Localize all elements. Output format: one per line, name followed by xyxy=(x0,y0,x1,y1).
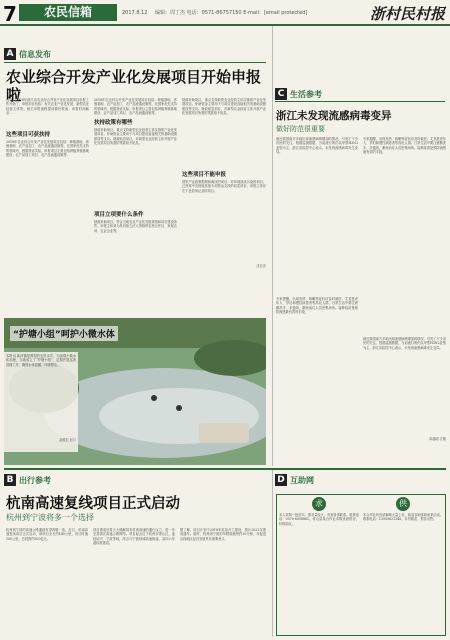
article-subtitle: 杭州到宁波将多一个选择 xyxy=(6,513,94,522)
section-head-c xyxy=(275,88,322,100)
article-column xyxy=(276,137,358,462)
article-subtitle: 做好防范很重要 xyxy=(276,125,325,133)
classified-supply xyxy=(363,497,443,633)
section-letter: B xyxy=(4,474,16,486)
classified-text: 本合作社有优质葡萄大量上市，欢迎各地客商前来洽谈。联系电话：13955621345。另有桃苗、梨苗出售。 xyxy=(363,513,443,522)
article-body: 最近我国南方多地出现流感病例增加的情况，引发了不少市民的关注。根据监测数据，当前流行的仍以甲型H3N2亚型为主，浙江省疾控中心表示，未发现流感病毒发生变异。 xyxy=(363,337,446,350)
section-name: 信息发布 xyxy=(19,49,51,59)
subhead: 扶持政策有哪些 xyxy=(94,120,133,126)
section-name: 生活参考 xyxy=(290,89,322,99)
article-column xyxy=(6,528,88,636)
subhead: 这些项目可获扶持 xyxy=(6,132,51,138)
article-column-2 xyxy=(94,98,177,333)
article-body: 财政补助项目，符合当地农业产业化发展规划和项目建设条件。申报主体须为具有独立法人资格的农民合作社、家庭农场、农业企业等。 xyxy=(94,220,177,233)
column-divider xyxy=(272,26,273,466)
classifieds-box xyxy=(276,494,446,636)
divider xyxy=(4,62,266,63)
supply-badge: 供 xyxy=(396,497,410,511)
section-name: 出行参考 xyxy=(19,475,51,485)
article-column xyxy=(93,528,175,636)
article-body: 专家提醒，出现发热、咳嗽等症状应及时就医，尤其是老年人、孕妇和慢性病患者等高危人群。日常生活中要注意勤洗手、多通风，避免前往人员密集场所。接种疫苗是预防流感最有效的手段。 xyxy=(276,297,358,315)
wanted-badge: 求 xyxy=(312,497,326,511)
section-name: 互助网 xyxy=(290,475,314,485)
section-letter: D xyxy=(275,474,287,486)
divider xyxy=(275,101,445,102)
article-body: 杭州到宁波的高速公路通道有望再增一条。近日，杭南高速复线项目正式启动，该项目全长约145公里，设计时速100公里，总投资约300亿元。 xyxy=(6,528,88,541)
article-column-1 xyxy=(6,98,89,333)
photo-caption-text: 本报讯 新河镇是典型的农村水乡，为加强小微水体治理，当地成立了“护塘小组”，定期开展巡查清理工作，确保水体清澈、环境整洁。 xyxy=(6,354,76,367)
article-title: 浙江未发现流感病毒变异 xyxy=(276,110,392,122)
page-number: 7 xyxy=(3,2,17,26)
article-body: 财政补助项目，重点支持新型农业经营主体实施的产业化发展项目。补助资金主要用于与项目建设直接相关的基础设施建设等支出。财政贴息项目，对新型农业经营主体开展产业化发展项目所需的贷款给予贴息。 xyxy=(94,128,177,146)
section-banner: 农民信箱 xyxy=(19,4,117,21)
article-column-3 xyxy=(182,98,266,333)
editor-line: 编辑：周丁杰 电话：0571-86757150 E-mail：[email protected] xyxy=(155,10,308,16)
photo-caption xyxy=(4,352,78,452)
divider xyxy=(4,468,446,470)
article-body: 最近我国南方多地出现流感病例增加的情况，引发了不少市民的关注。根据监测数据，当前流行的仍以甲型H3N2亚型为主，浙江省疾控中心表示，未发现流感病毒发生变异。 xyxy=(276,137,358,155)
article-author: 沈宏办 xyxy=(256,264,266,268)
photo-credit: 金振宏 赵月 xyxy=(59,438,76,442)
subhead: 这些项目不能申报 xyxy=(182,172,227,178)
article-body: 专家提醒，出现发热、咳嗽等症状应及时就医，尤其是老年人、孕妇和慢性病患者等高危人群。日常生活中要注意勤洗手、多通风，避免前往人员密集场所。接种疫苗是预防流感最有效的手段。 xyxy=(363,137,446,155)
article-column xyxy=(180,528,266,636)
issue-date: 2017.8.12 xyxy=(122,10,148,16)
article-body: 国家产业政策限制和淘汰的项目；对环境造成污染的项目；已获得中央财政其他专项资金支持的同类项目；申报主体存在不良信用记录的项目。 xyxy=(182,180,266,193)
article-body: 项目建成后将大大缓解现有杭甬高速的通行压力，进一步完善浙江高速公路网络。项目起点位于杭州市萧山区，途经绍兴、宁波等地，终点与宁波绕城高速相接，双向六车道标准建设。 xyxy=(93,528,175,546)
article-title: 农业综合开发产业化发展项目开始申报啦 xyxy=(6,68,262,104)
article-body: 据了解，项目计划于2018年底前开工建设，预计2022年建成通车。届时，杭州到宁波的车程将缩短约20分钟，对促进沿线地区经济发展具有重要意义。 xyxy=(180,528,266,541)
masthead-logo: 浙村民村报 xyxy=(369,5,445,23)
photo-caption-title: “护塘小组”呵护小微水体 xyxy=(10,326,118,341)
article-author: 卓福明 江敏 xyxy=(429,437,446,441)
header-meta xyxy=(122,9,307,16)
section-head-a xyxy=(4,48,51,60)
section-letter: C xyxy=(275,88,287,100)
section-letter: A xyxy=(4,48,16,60)
page-header xyxy=(0,0,450,26)
article-body: 财政补助项目，重点支持新型农业经营主体实施的产业化发展项目。补助资金主要用于与项目建设直接相关的基础设施建设等支出。财政贴息项目，对新型农业经营主体开展产业化发展项目所需的贷款给予贴息。 xyxy=(182,98,266,116)
section-head-d xyxy=(275,474,314,486)
article-body: 2018年农业综合开发产业化发展项目包括：种植基地、养殖基地、农产品加工、农产品流通设施等。在国家优先支持的领域内，根据我省实际，申报项目主要包括种植养殖基地建设、农产品加工项目、农产品流通设施等。 xyxy=(94,98,177,116)
classified-wanted xyxy=(279,497,359,633)
column-divider xyxy=(272,470,273,636)
article-column xyxy=(363,137,446,462)
article-body: 2018年农业综合开发产业化发展项目包括：种植基地、养殖基地、农产品加工、农产品流通设施等。在国家优先支持的领域内，根据我省实际，申报项目主要包括种植养殖基地建设、农产品加工项目、农产品流通设施等。 xyxy=(6,140,89,158)
classified-text: 本人求购一批苗木，需求量较大，有意者请联系。联系电话：0570-6058861。常山县某合作社求购优质稻谷，价格面议。 xyxy=(279,513,359,526)
section-head-b xyxy=(4,474,51,486)
subhead: 项目立项要什么条件 xyxy=(94,212,144,218)
article-intro: 近日，2018年浙江省农业综合开发产业化发展项目申报工作开始了，申报项目包括：有关农业产业化发展、新型农业经营主体等。相关申报流程提前做好准备，申报时间截至…… xyxy=(6,98,89,116)
article-title: 杭南高速复线项目正式启动 xyxy=(6,496,180,512)
